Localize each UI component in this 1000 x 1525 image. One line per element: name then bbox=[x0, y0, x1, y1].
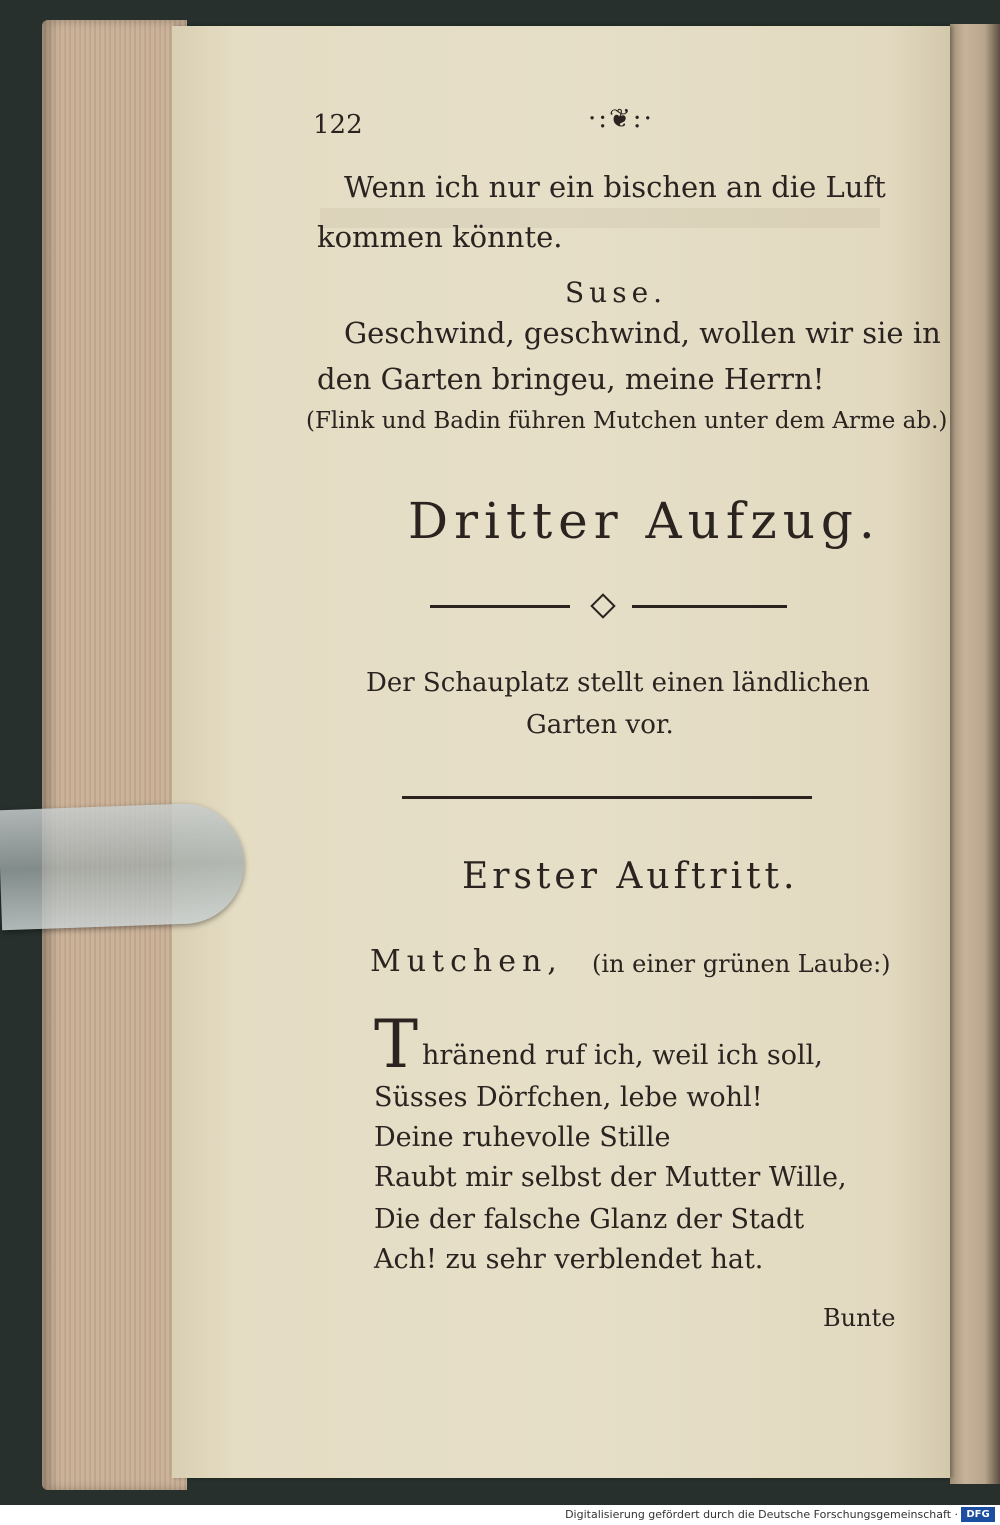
verse-line: Deine ruhevolle Stille bbox=[374, 1122, 671, 1153]
footer-credit: Digitalisierung gefördert durch die Deutsche Forschungsgemeinschaft · bbox=[565, 1508, 958, 1521]
scene-title: Erster Auftritt. bbox=[462, 856, 799, 897]
speaker-suse: Suse. bbox=[565, 276, 668, 309]
drop-cap: T bbox=[374, 1006, 419, 1083]
verse-line: Ach! zu sehr verblendet hat. bbox=[374, 1244, 764, 1275]
stage-direction: (Flink und Badin führen Mutchen unter dem Arme ab.) bbox=[306, 408, 948, 434]
scene-description: Garten vor. bbox=[526, 710, 674, 740]
text-line: den Garten bringeu, meine Herrn! bbox=[317, 362, 825, 396]
text-line: Geschwind, geschwind, wollen wir sie in bbox=[344, 316, 941, 350]
stage-direction: (in einer grünen Laube:) bbox=[592, 950, 891, 978]
text-line: kommen könnte. bbox=[317, 220, 563, 254]
section-rule bbox=[402, 796, 812, 799]
verse-line: hränend ruf ich, weil ich soll, bbox=[422, 1040, 823, 1071]
verse-line: Die der falsche Glanz der Stadt bbox=[374, 1204, 805, 1235]
dfg-logo[interactable]: DFG bbox=[961, 1507, 995, 1522]
page-holder-clip bbox=[0, 802, 246, 930]
ornament-rule-right bbox=[632, 605, 787, 608]
speaker-mutchen: Mutchen, bbox=[370, 944, 563, 979]
page-number: 122 bbox=[313, 110, 363, 140]
ornament-rule-left bbox=[430, 605, 570, 608]
act-title: Dritter Aufzug. bbox=[408, 492, 881, 550]
verse-line: Raubt mir selbst der Mutter Wille, bbox=[374, 1162, 847, 1193]
right-page-edge bbox=[950, 24, 1000, 1484]
scene-description: Der Schauplatz stellt einen ländlichen bbox=[366, 668, 870, 698]
header-ornament: ·:❦:· bbox=[588, 104, 654, 134]
text-line: Wenn ich nur ein bischen an die Luft bbox=[344, 170, 886, 204]
verse-line: Süsses Dörfchen, lebe wohl! bbox=[374, 1082, 763, 1113]
catchword: Bunte bbox=[823, 1304, 896, 1332]
page-fore-edge bbox=[42, 20, 187, 1490]
